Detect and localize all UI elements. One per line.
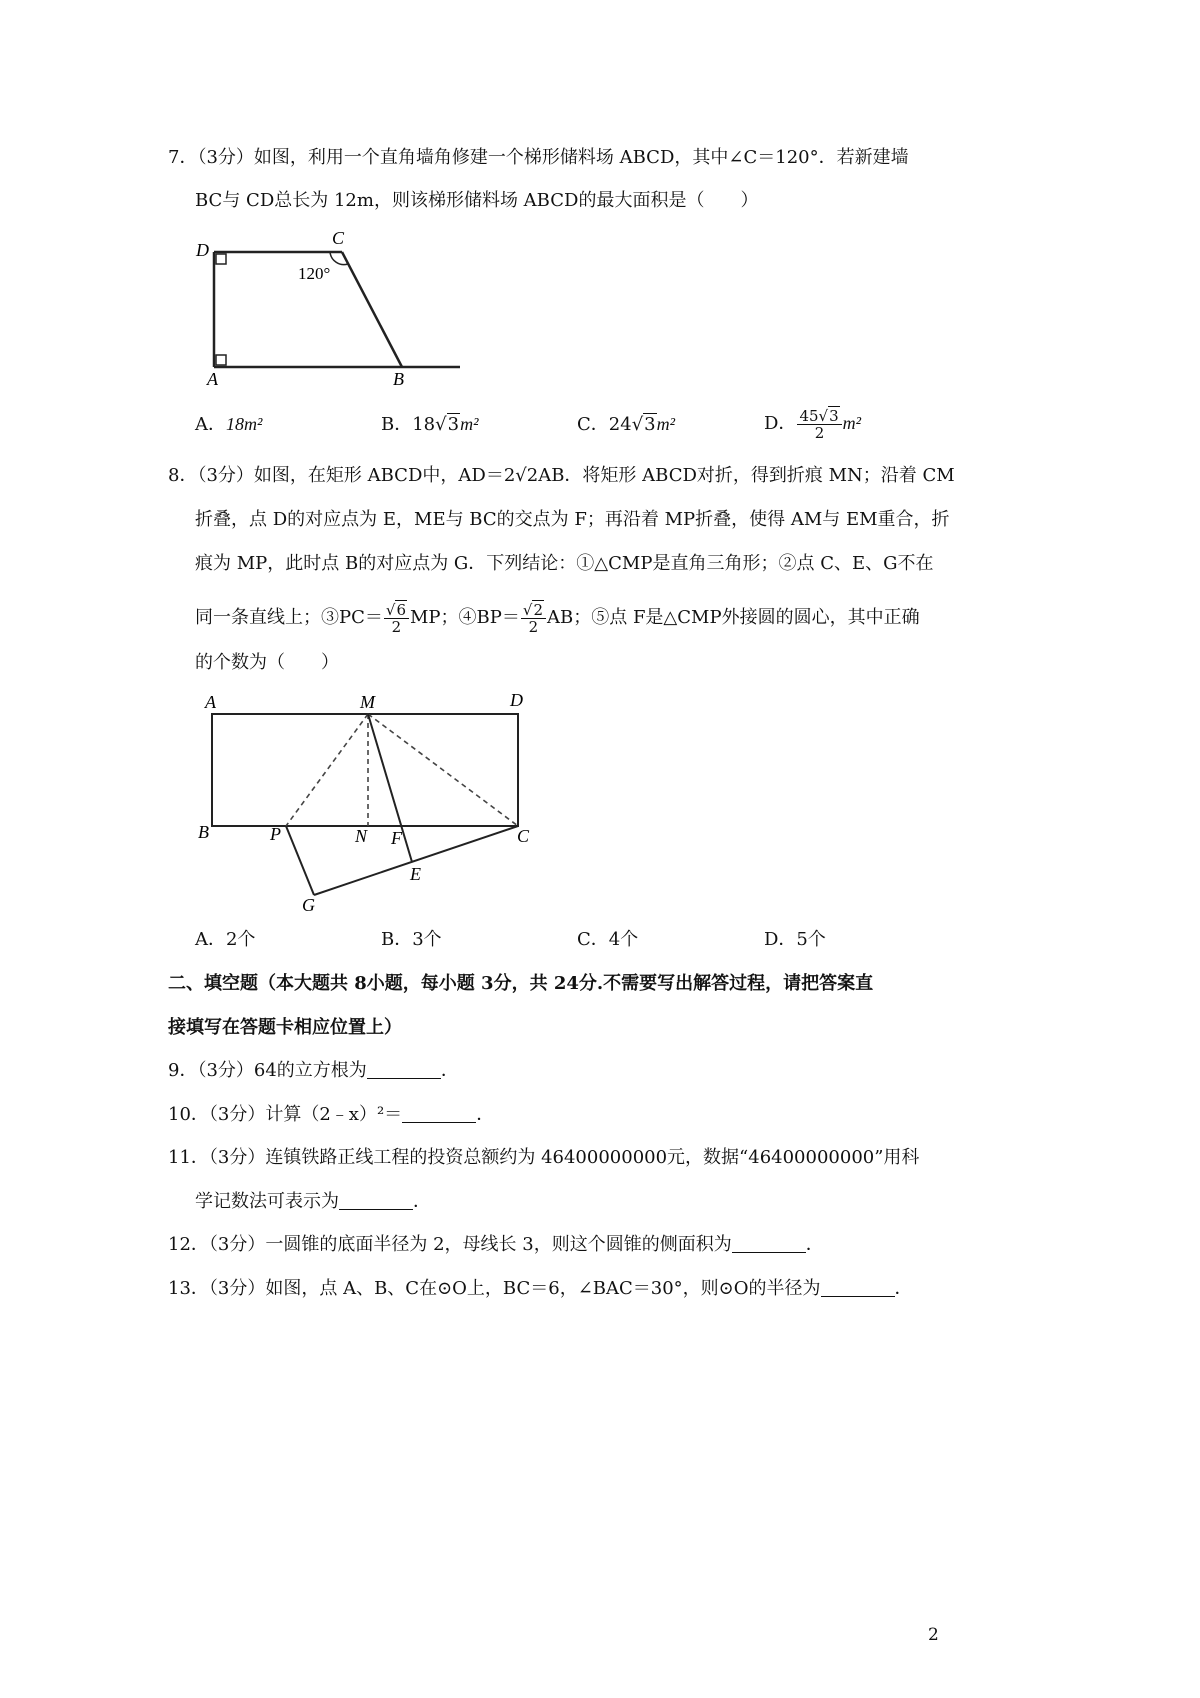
q10-end: ． [476, 1104, 495, 1125]
q10 [168, 1100, 494, 1130]
q8-line-3: 痕为 MP，此时点 B的对应点为 G．下列结论：①△CMP是直角三角形；②点 C、E、G不在 [195, 553, 934, 574]
q13-answer-blank [821, 1278, 895, 1297]
q8-line-1: 8．（3分）如图，在矩形 ABCD中，AD＝2√2AB．将矩形 ABCD对折，得到折痕 MN；沿着 CM [168, 465, 955, 486]
q8-label-c: C [517, 826, 530, 846]
q9-answer-blank [367, 1060, 441, 1079]
q12-answer-blank [732, 1234, 806, 1253]
q8-line-5: 的个数为（ ） [195, 652, 339, 673]
section-2-heading-line-1: 二、填空题（本大题共 8小题，每小题 3分，共 24分.不需要写出解答过程，请把答案直 [168, 973, 874, 994]
q8-label-b: B [198, 822, 209, 842]
q11-end: ． [413, 1191, 431, 1212]
q8-label-e: E [410, 864, 421, 884]
q7-label-c: C [332, 228, 345, 248]
q7-option-c-unit: m² [656, 414, 676, 434]
q7-option-a [195, 409, 262, 440]
q11-line-2-text: 学记数法可表示为 [195, 1191, 339, 1212]
q12-end: ． [805, 1234, 824, 1255]
q7-option-d-fraction: $\frac{45√3}{2}$ [797, 408, 841, 441]
q8-option-d: D．5个 [764, 929, 826, 950]
q8-rectangle-figure [190, 688, 550, 920]
q11-line-2 [195, 1187, 431, 1217]
q8-label-p: P [270, 824, 281, 844]
q10-answer-blank [402, 1104, 476, 1123]
q11-answer-blank [339, 1191, 413, 1210]
q8-line-4-part-a: 同一条直线上；③PC＝ [195, 607, 383, 628]
q12-text: 12．（3分）一圆锥的底面半径为 2，母线长 3，则这个圆锥的侧面积为 [168, 1234, 732, 1255]
section-2-heading-line-2: 接填写在答题卡相应位置上） [168, 1017, 402, 1038]
q13 [168, 1274, 913, 1304]
q7-trapezoid-figure [190, 222, 480, 392]
q8-line-4-part-b: MP；④BP＝ [410, 607, 520, 628]
q7-option-d [764, 398, 861, 449]
q7-option-c-coef: 24 [608, 414, 632, 435]
q7-option-b [381, 409, 478, 440]
q8-option-b: B．3个 [381, 929, 442, 950]
q7-option-b-key: B． [381, 414, 413, 435]
q13-text: 13．（3分）如图，点 A、B、C在⊙O上，BC＝6，∠BAC＝30°，则⊙O的半径为 [168, 1278, 821, 1299]
q7-option-a-key: A． [195, 414, 226, 435]
q11-line-1: 11．（3分）连镇铁路正线工程的投资总额约为 46400000000元，数据“46400000000”用科 [168, 1147, 920, 1168]
q8-label-n: N [355, 826, 368, 846]
q8-option-c: C．4个 [577, 929, 639, 950]
q8-label-a: A [205, 692, 216, 712]
q8-label-m: M [360, 692, 375, 712]
q8-label-f: F [391, 828, 402, 848]
q8-label-d: D [510, 690, 523, 710]
q7-line-2: BC与 CD总长为 12m，则该梯形储料场 ABCD的最大面积是（ ） [195, 190, 759, 211]
q7-label-b: B [393, 369, 404, 389]
q13-end: ． [894, 1278, 913, 1299]
page-number: 2 [928, 1625, 939, 1645]
q7-line-1: 7．（3分）如图，利用一个直角墙角修建一个梯形储料场 ABCD，其中∠C＝120°．若新建墙 [168, 147, 909, 168]
q7-option-d-key: D． [764, 413, 797, 434]
q7-option-c-key: C． [577, 414, 609, 435]
q7-option-b-sqrt: √3 [435, 414, 460, 435]
q7-label-a: A [207, 369, 218, 389]
q7-option-b-unit: m² [460, 414, 479, 434]
q7-option-c [577, 409, 675, 440]
q8-line-4-part-c: AB；⑤点 F是△CMP外接圆的圆心，其中正确 [547, 607, 920, 628]
q10-text: 10．（3分）计算（2﹣x）²＝ [168, 1104, 403, 1125]
q12 [168, 1230, 824, 1260]
q9 [168, 1056, 459, 1086]
q8-fraction-pc: $\frac{√6}{2}$ [384, 602, 409, 635]
q8-fraction-bp: $\frac{√2}{2}$ [521, 602, 546, 635]
q8-label-g: G [302, 895, 315, 915]
q8-line-4 [195, 593, 920, 643]
q8-line-2: 折叠，点 D的对应点为 E，ME与 BC的交点为 F；再沿着 MP折叠，使得 AM与 EM重合，折 [195, 509, 950, 530]
q7-option-d-unit: m² [842, 413, 862, 433]
q9-end: ． [440, 1060, 459, 1081]
q8-option-a: A．2个 [195, 929, 256, 950]
q7-option-c-sqrt: √3 [631, 414, 656, 435]
q7-option-b-coef: 18 [412, 414, 436, 435]
q7-angle-label: 120° [298, 264, 331, 283]
q9-text: 9．（3分）64的立方根为 [168, 1060, 367, 1081]
q7-option-a-value: 18m² [226, 414, 263, 434]
q7-label-d: D [196, 240, 209, 260]
